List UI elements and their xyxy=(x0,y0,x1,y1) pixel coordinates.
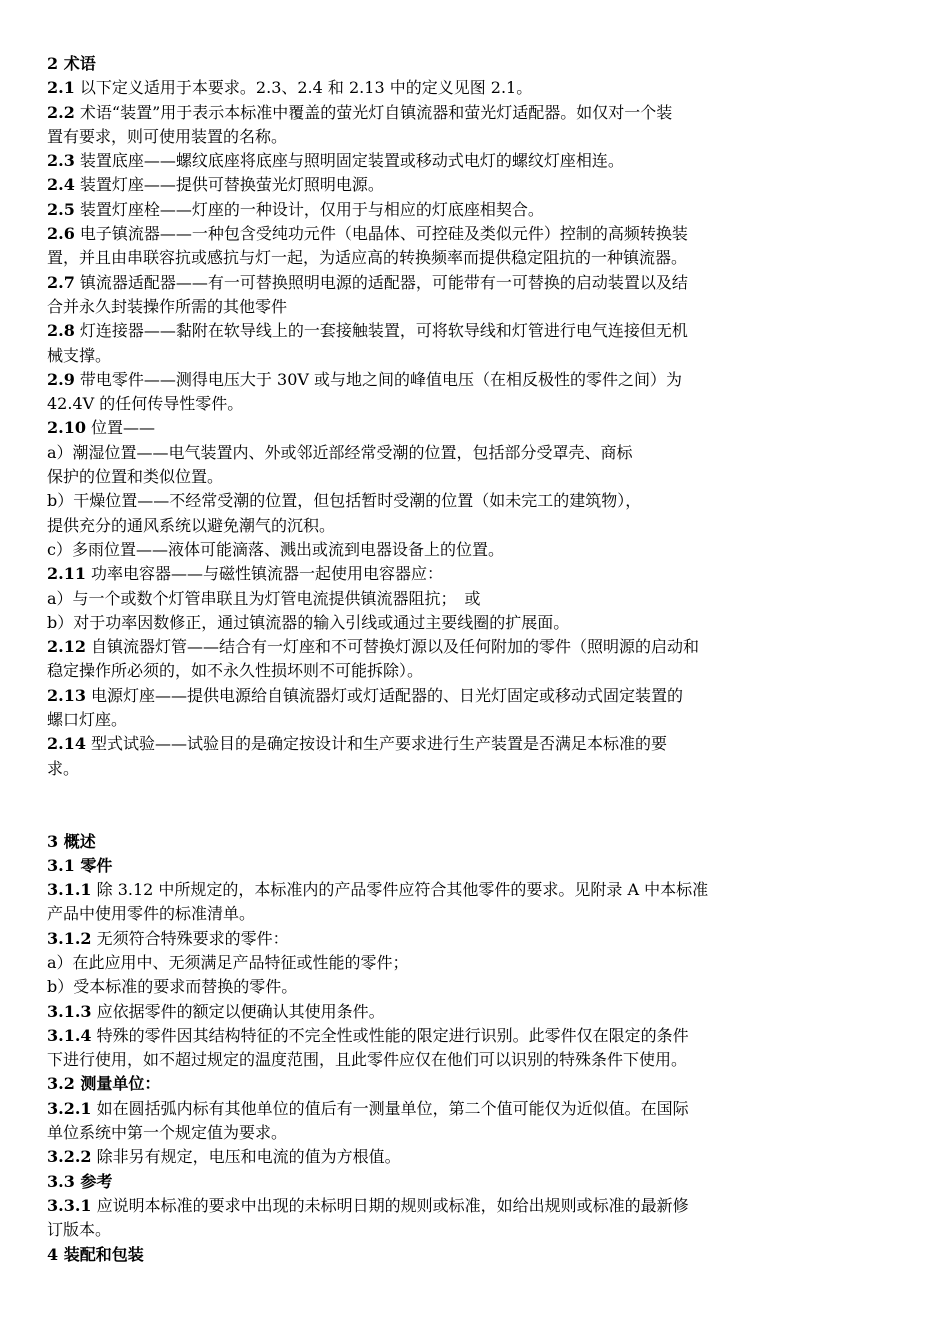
clause-number: 2.3 xyxy=(47,151,75,171)
clause-text: 位置—— xyxy=(85,418,156,438)
text-line: 稳定操作所必须的，如不永久性损坏则不可能拆除）。 xyxy=(47,661,424,681)
clause-paragraph xyxy=(47,878,917,902)
text-line: a）潮湿位置——电气装置内、外或邻近部经常受潮的位置，包括部分受罩壳、商标 xyxy=(47,442,633,462)
clause-text: 特殊的零件因其结构特征的不完全性或性能的限定进行识别。此零件仅在限定的条件 xyxy=(91,1025,689,1045)
clause-text: 灯连接器——黏附在软导线上的一套接触装置，可将软导线和灯管进行电气连接但无机 xyxy=(74,321,688,341)
text-line: a）与一个或数个灯管串联且为灯管电流提供镇流器阻抗； 或 xyxy=(47,588,481,608)
clause-paragraph xyxy=(47,732,917,756)
text-line: a）在此应用中、无须满足产品特征或性能的零件； xyxy=(47,952,409,972)
clause-paragraph xyxy=(47,271,917,295)
clause-number: 3.1.1 xyxy=(47,880,92,900)
clause-number: 2.12 xyxy=(47,637,86,657)
clause-number: 3.1.2 xyxy=(47,928,92,948)
text-line: 合并永久封装操作所需的其他零件 xyxy=(47,296,288,316)
clause-paragraph xyxy=(47,927,917,951)
text-line: 螺口灯座。 xyxy=(47,710,128,730)
clause-number: 2.13 xyxy=(47,685,86,705)
clause-text: 型式试验——试验目的是确定按设计和生产要求进行生产装置是否满足本标准的要 xyxy=(85,734,668,754)
clause-text: 装置灯座——提供可替换萤光灯照明电源。 xyxy=(74,175,384,195)
section-heading: 3.1 零件 xyxy=(47,855,113,875)
clause-number: 2.10 xyxy=(47,418,86,438)
clause-number: 3.1.4 xyxy=(47,1025,92,1045)
clause-text: 功率电容器——与磁性镇流器一起使用电容器应： xyxy=(85,564,444,584)
text-line: 下进行使用，如不超过规定的温度范围，且此零件应仅在他们可以识别的特殊条件下使用。 xyxy=(47,1050,688,1070)
text-line: 械支撑。 xyxy=(47,345,112,365)
clause-text: 自镇流器灯管——结合有一灯座和不可替换灯源以及任何附加的零件（照明源的启动和 xyxy=(85,637,700,657)
text-line: 订版本。 xyxy=(47,1220,112,1240)
clause-text: 应依据零件的额定以便确认其使用条件。 xyxy=(91,1001,385,1021)
clause-number: 3.1.3 xyxy=(47,1001,92,1021)
clause-text: 带电零件——测得电压大于 30V 或与地之间的峰值电压（在相反极性的零件之间）为 xyxy=(74,369,683,389)
section-heading: 3 概述 xyxy=(47,831,96,851)
clause-number: 2.11 xyxy=(47,564,86,584)
clause-text: 电子镇流器——一种包含受纯功元件（电晶体、可控硅及类似元件）控制的高频转换装 xyxy=(74,224,688,244)
clause-number: 2.5 xyxy=(47,199,75,219)
clause-number: 2.6 xyxy=(47,224,75,244)
clause-text: 无须符合特殊要求的零件： xyxy=(91,928,289,948)
clause-paragraph xyxy=(47,416,917,440)
text-line: b）对于功率因数修正，通过镇流器的输入引线或通过主要线圈的扩展面。 xyxy=(47,612,570,632)
text-line: 保护的位置和类似位置。 xyxy=(47,467,224,487)
document-page xyxy=(47,52,917,1267)
clause-text: 以下定义适用于本要求。2.3、2.4 和 2.13 中的定义见图 2.1。 xyxy=(74,78,533,98)
section-heading: 4 装配和包装 xyxy=(47,1244,144,1264)
clause-paragraph xyxy=(47,149,917,173)
text-line: 求。 xyxy=(47,758,80,778)
clause-number: 2.14 xyxy=(47,734,86,754)
text-line: c）多雨位置——液体可能滴落、溅出或流到电器设备上的位置。 xyxy=(47,539,504,559)
clause-text: 装置灯座栓——灯座的一种设计，仅用于与相应的灯底座相契合。 xyxy=(74,199,544,219)
text-line: 置，并且由串联容抗或感抗与灯一起，为适应高的转换频率而提供稳定阻抗的一种镇流器。 xyxy=(47,248,688,268)
clause-paragraph xyxy=(47,684,917,708)
clause-number: 3.2.1 xyxy=(47,1098,92,1118)
clause-paragraph xyxy=(47,1000,917,1024)
clause-paragraph xyxy=(47,635,917,659)
clause-paragraph xyxy=(47,222,917,246)
text-line: 产品中使用零件的标准清单。 xyxy=(47,904,256,924)
clause-paragraph xyxy=(47,1145,917,1169)
clause-paragraph xyxy=(47,1194,917,1218)
clause-paragraph xyxy=(47,198,917,222)
section-gap xyxy=(47,781,917,830)
clause-text: 如在圆括弧内标有其他单位的值后有一测量单位，第二个值可能仅为近似值。在国际 xyxy=(91,1098,689,1118)
clause-paragraph xyxy=(47,368,917,392)
clause-text: 镇流器适配器——有一可替换照明电源的适配器，可能带有一可替换的启动装置以及结 xyxy=(74,272,688,292)
text-line: 42.4V 的任何传导性零件。 xyxy=(47,394,244,414)
clause-text: 装置底座——螺纹底座将底座与照明固定装置或移动式电灯的螺纹灯座相连。 xyxy=(74,151,624,171)
clause-paragraph xyxy=(47,1097,917,1121)
clause-number: 2.7 xyxy=(47,272,75,292)
clause-text: 电源灯座——提供电源给自镇流器灯或灯适配器的、日光灯固定或移动式固定装置的 xyxy=(85,685,684,705)
text-line: 单位系统中第一个规定值为要求。 xyxy=(47,1123,288,1143)
clause-number: 2.8 xyxy=(47,321,75,341)
section-heading: 3.2 测量单位： xyxy=(47,1074,161,1094)
clause-paragraph xyxy=(47,173,917,197)
clause-text: 应说明本标准的要求中出现的未标明日期的规则或标准，如给出规则或标准的最新修 xyxy=(91,1195,689,1215)
clause-number: 2.2 xyxy=(47,102,75,122)
clause-number: 3.3.1 xyxy=(47,1195,92,1215)
text-line: b）干燥位置——不经常受潮的位置，但包括暂时受潮的位置（如未完工的建筑物）， xyxy=(47,491,642,511)
section-heading: 2 术语 xyxy=(47,54,96,73)
clause-text: 术语“装置”用于表示本标准中覆盖的萤光灯自镇流器和萤光灯适配器。如仅对一个装 xyxy=(74,102,673,122)
text-line: b）受本标准的要求而替换的零件。 xyxy=(47,977,298,997)
clause-paragraph xyxy=(47,101,917,125)
text-line: 置有要求，则可使用装置的名称。 xyxy=(47,126,288,146)
clause-paragraph xyxy=(47,319,917,343)
clause-number: 2.9 xyxy=(47,369,75,389)
clause-text: 除非另有规定，电压和电流的值为方根值。 xyxy=(91,1147,401,1167)
clause-number: 2.1 xyxy=(47,78,75,98)
clause-text: 除 3.12 中所规定的，本标准内的产品零件应符合其他零件的要求。见附录 A 中本标准 xyxy=(91,880,709,900)
clause-paragraph xyxy=(47,1024,917,1048)
clause-number: 3.2.2 xyxy=(47,1147,92,1167)
clause-number: 2.4 xyxy=(47,175,75,195)
clause-paragraph xyxy=(47,562,917,586)
section-heading: 3.3 参考 xyxy=(47,1171,113,1191)
text-line: 提供充分的通风系统以避免潮气的沉积。 xyxy=(47,515,336,535)
clause-paragraph xyxy=(47,76,917,100)
